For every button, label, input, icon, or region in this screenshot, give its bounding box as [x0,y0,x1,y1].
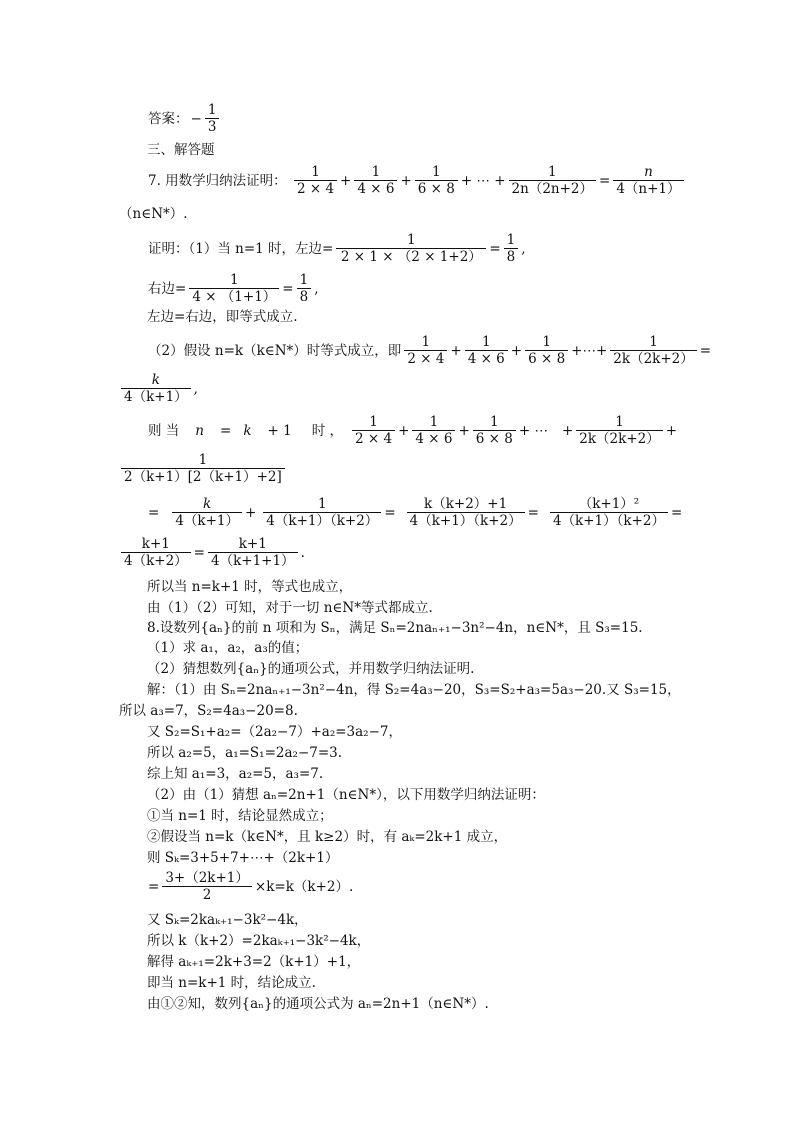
proof-step1-result-den: 8 [504,248,519,266]
q7-termn-den: 2n（2n+2） [509,180,596,198]
proof-step2-rhs [119,372,199,406]
proof-step3-term [119,452,287,486]
p3-then-when: 则 当 [148,423,180,439]
proof-step1-comma: , [521,241,526,257]
right-result-den: 8 [297,288,312,306]
p2-rhs-num: k [151,372,160,388]
p3-term1-den: 2 × 4 [352,430,395,448]
p3-plus: + [561,423,574,439]
q8-solution-line6: （2）由（1）猜想 aₙ=2n+1（n∈N*），以下用数学归纳法证明： [147,787,545,803]
q7-term3-den: 6 × 8 [415,180,458,198]
p2-termk-den: 2k（2k+2） [610,350,696,368]
q8-solution-line8: ②假设当 n=k（k∈N*，且 k≥2）时，有 aₖ=2k+1 成立， [147,829,508,845]
p5-f2-den: 4（k+1）（k+2） [263,512,381,530]
p5-eq3: = [527,505,539,521]
p5-eq4: = [670,505,683,521]
right-comma: , [314,281,319,297]
p3-n: n [195,423,204,439]
p2-termk-num: 1 [649,334,658,350]
p5-plus: + [244,505,257,521]
p5-f1-den: 4（k+1） [172,512,242,530]
q8-solution-line3: 又 S₂=S₁+a₂=（2a₂−7）+a₂=3a₂−7， [147,724,402,740]
p2-term3-num: 1 [542,334,551,350]
p5-f4-num: （k+1）² [578,496,640,512]
answer-line [147,102,221,136]
proof-step3-result [119,536,306,570]
section-title: 三、解答题 [147,142,215,158]
p3-dots: + ⋯ [518,423,548,439]
q8-solution-line4: 所以 a₂=5，a₁=S₁=2a₂−7=3. [147,745,343,761]
proof-step1 [147,232,527,266]
q8-solution-line15: 由①②知，数列{aₙ}的通项公式为 aₙ=2n+1（n∈N*）. [147,996,489,1012]
p2-equals: = [699,343,712,359]
p5-f3-num: k（k+2）+1 [424,496,508,512]
p3-term3-den: 6 × 8 [473,430,516,448]
proof-step1-num: 1 [407,232,416,248]
q7-rhs-den: 4（n+1） [613,180,683,198]
p3-plus-one: + 1 [267,423,292,439]
q7-intro: 7. 用数学归纳法证明： [148,173,287,189]
right-den: 4 × （1+1） [189,288,279,306]
proof-step1-equals: = [489,241,501,257]
p5-eq1: = [148,505,160,521]
proof-step1-den: 2 × 1 × （2 × 1+2） [336,248,486,266]
q8-solution-line12: 所以 k（k+2）=2kaₖ₊₁−3k²−4k， [147,933,371,949]
q8-solution-line10 [147,870,354,904]
p5-f1-num: k [203,496,212,512]
answer-fraction [205,102,220,136]
q7-statement: 7. 用数学归纳法证明： $\frac{1}{2 \times 4}$ + $\frac{1}{4 \times 6}$ + $\frac{1}{6 \times 8}$ + ⋯ + $\frac{1}{2n(2n+2)}$ = $\frac{n}{4(n+1)}$ [147,164,686,198]
proof-step3-chain [147,496,683,530]
p3-term1-num: 1 [369,414,378,430]
p4-den: 2（k+1）[2（k+1）+2] [121,468,285,486]
proof-step1-label: 证明：（1）当 n=1 时，左边= [148,241,334,257]
proof-equal-line: 左边=右边，即等式成立. [147,309,298,325]
p3-end-plus: + [665,423,678,439]
q7-domain: （n∈N*）. [119,206,188,222]
q7-equals: = [599,173,611,189]
p6-f1-den: 4（k+2） [121,552,191,570]
proof-step2: （2）假设 n=k（k∈N*）时等式成立，即 $\frac{1}{2 \times 4}$ + $\frac{1}{4 \times 6}$ + $\frac{1}{6 \times 8}$ +⋯+ $\frac{1}{2k(2k+2)}$ = [148,334,712,367]
p4-num: 1 [198,452,208,468]
q8-solution-line2: 所以 a₃=7，S₂=4a₃−20=8. [119,703,298,719]
p5-f3-den: 4（k+1）（k+2） [407,512,525,530]
p3-termk-den: 2k（2k+2） [576,430,662,448]
p5-f2-num: 1 [318,496,327,512]
p2-term3-den: 6 × 8 [525,350,568,368]
answer-denominator: 3 [205,118,220,136]
q8-stem: 8.设数列{aₙ}的前 n 项和为 Sₙ，满足 Sₙ=2naₙ₊₁−3n²−4n，n∈N*，且 S₃=15. [147,620,643,636]
p3-term2-den: 4 × 6 [412,430,455,448]
q8-part1: （1）求 a₁，a₂，a₃的值； [147,640,309,656]
proof-step1-result-num: 1 [506,232,516,248]
q8-solution-line13: 解得 aₖ₊₁=2k+3=2（k+1）+1， [147,954,361,970]
p6-eq: = [193,545,205,561]
p2-rhs-den: 4（k+1） [121,388,191,406]
q8-part2: （2）猜想数列{aₙ}的通项公式，并用数学归纳法证明. [147,661,475,677]
q8-solution-line5: 综上知 a₁=3，a₂=5，a₃=7. [147,766,324,782]
p2-dots: +⋯+ [571,343,608,359]
answer-sign: − [190,111,202,127]
p2-term2-num: 1 [481,334,491,350]
q7-term3-num: 1 [431,164,441,180]
right-label: 右边= [148,281,187,297]
p3-time: 时 ， [311,423,343,439]
p6-period: . [300,545,305,561]
q7-termn-num: 1 [547,164,557,180]
q8-solution-line11: 又 Sₖ=2kaₖ₊₁−3k²−4k， [147,912,308,928]
p5-eq2: = [384,505,396,521]
p5-f4-den: 4（k+1）（k+2） [550,512,668,530]
q8-solution-line7: ①当 n=1 时，结论显然成立； [147,808,333,824]
proof-conclude1: 所以当 n=k+1 时，等式也成立， [147,579,353,595]
p2-comma: , [193,381,198,397]
p3-termk-num: 1 [615,414,624,430]
p6-f2-den: 4（k+1+1） [208,552,298,570]
proof-conclude2: 由（1）（2）可知，对于一切 n∈N*等式都成立. [147,600,433,616]
p2-term1-den: 2 × 4 [404,350,447,368]
s10-eq: = [148,879,160,895]
p3-term2-num: 1 [429,414,439,430]
q8-solution-line14: 即当 n=k+1 时，结论成立. [147,975,316,991]
q7-term2-num: 1 [371,164,381,180]
s10-den: 2 [162,886,252,904]
proof-step3: 则 当 n = k + 1 时 ， $\frac{1}{2 \times 4}$ + $\frac{1}{4 \times 6}$ + $\frac{1}{6 \times 8}$ + ⋯ + $\frac{1}{2k(2k+2)}$ + [148,414,678,447]
right-num: 1 [230,272,239,288]
p3-term3-num: 1 [490,414,499,430]
q7-term1-num: 1 [311,164,320,180]
proof-step2-label: （2）假设 n=k（k∈N*）时等式成立，即 [148,343,402,359]
p6-f1-num: k+1 [141,536,170,552]
q8-solution-line9: 则 Sₖ=3+5+7+⋯+（2k+1） [147,850,339,866]
p3-k: k [243,423,252,439]
p2-term1-num: 1 [421,334,431,350]
q7-term2-den: 4 × 6 [354,180,397,198]
p6-f2-num: k+1 [238,536,267,552]
s10-rest: ×k=k（k+2）. [254,879,354,895]
answer-label: 答案： [148,111,189,127]
answer-numerator: 1 [207,102,217,118]
q7-dots: + ⋯ + [460,173,506,189]
q7-rhs-num: n [644,164,653,180]
q8-solution-line1: 解：（1）由 Sₙ=2naₙ₊₁−3n²−4n，得 S₂=4a₃−20，S₃=S₂+a₃=5a₃−20.又 S₃=15， [147,682,681,698]
right-result-num: 1 [299,272,309,288]
p3-eq: = [220,423,232,439]
p2-term2-den: 4 × 6 [465,350,508,368]
s10-num: 3+（2k+1） [165,870,249,886]
proof-right-side: 右边= $\frac{1}{4 \times (1+1)}$ = $\frac{1}{8}$ , [148,272,319,305]
q7-term1-den: 2 × 4 [294,180,337,198]
